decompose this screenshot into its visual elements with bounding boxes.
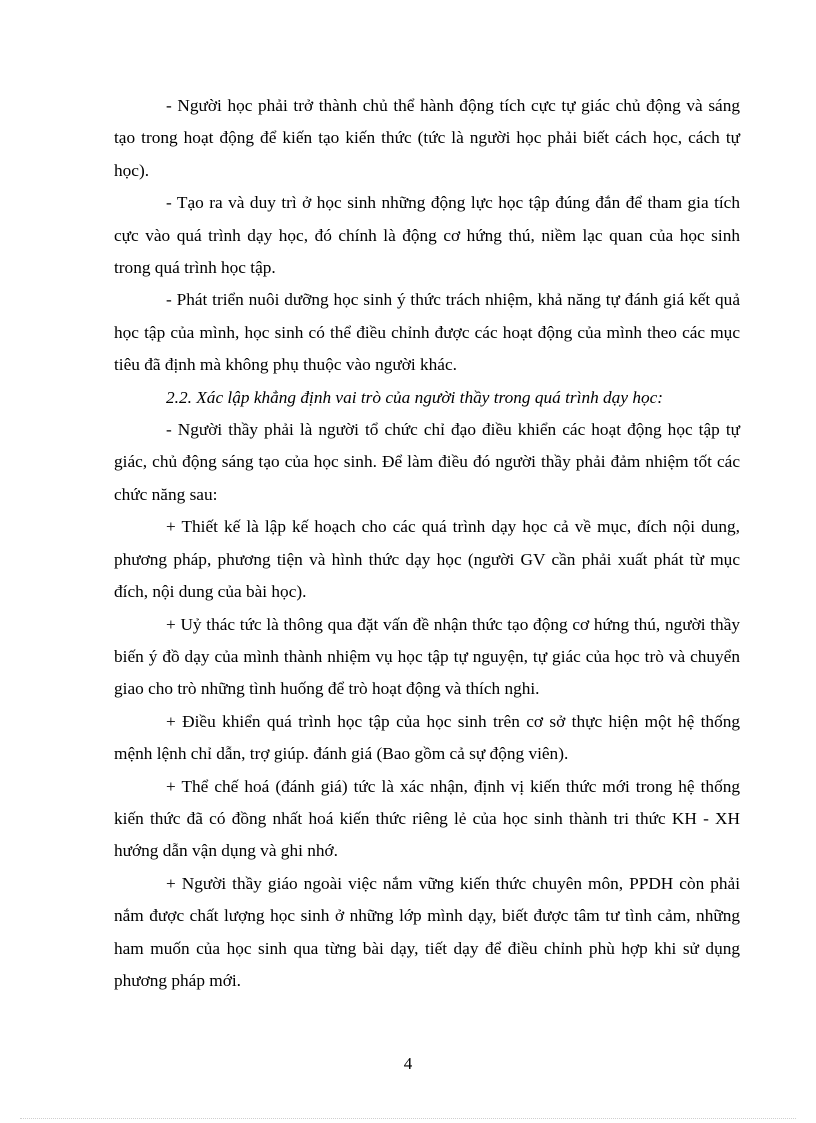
body-text (114, 90, 740, 997)
paragraph-teacher-organizer: - Người thầy phải là người tổ chức chỉ đạo điều khiển các hoạt động học tập tự giác, chủ động sáng tạo của học sinh. Để làm điều đó người thầy phải đảm nhiệm tốt các chức năng sau: (114, 420, 740, 504)
paragraph-control: + Điều khiển quá trình học tập của học sinh trên cơ sở thực hiện một hệ thống mệnh lệnh chỉ dẫn, trợ giúp. đánh giá (Bao gồm cả sự động viên). (114, 711, 740, 764)
section-heading-teacher-role: 2.2. Xác lập khẳng định vai trò của người thầy trong quá trình dạy học: (166, 387, 664, 407)
paragraph-teacher-knowledge: + Người thầy giáo ngoài việc nắm vững kiến thức chuyên môn, PPDH còn phải nắm được chất lượng học sinh ở những lớp mình dạy, biết được tâm tư tình cảm, những ham muốn của học sinh qua từng bài dạy, tiết dạy để điều chỉnh phù hợp khi sử dụng phương pháp mới. (114, 873, 740, 990)
paragraph-self-assessment: - Phát triển nuôi dưỡng học sinh ý thức trách nhiệm, khả năng tự đánh giá kết quả học tập của mình, học sinh có thể điều chỉnh được các hoạt động của mình theo các mục tiêu đã định mà không phụ thuộc vào người khác. (114, 290, 740, 375)
paragraph-institutionalization: + Thể chế hoá (đánh giá) tức là xác nhận, định vị kiến thức mới trong hệ thống kiến thức đã có đồng nhất hoá kiến thức riêng lẻ của học sinh thành tri thức KH - XH hướng dẫn vận dụng và ghi nhớ. (114, 776, 740, 861)
paragraph-learning-motivation: - Tạo ra và duy trì ở học sinh những động lực học tập đúng đắn để tham gia tích cực vào quá trình dạy học, đó chính là động cơ hứng thú, niềm lạc quan của học sinh trong quá trình học tập. (114, 193, 740, 278)
footer-divider (20, 1118, 796, 1119)
paragraph-entrustment: + Uỷ thác tức là thông qua đặt vấn đề nhận thức tạo động cơ hứng thú, người thầy biến ý đồ dạy của mình thành nhiệm vụ học tập tự nguyện, tự giác của học trò và chuyển giao cho trò những tình huống để trò hoạt động và thích nghi. (114, 614, 740, 699)
paragraph-design-planning: + Thiết kế là lập kế hoạch cho các quá trình dạy học cả về mục, đích nội dung, phương pháp, phương tiện và hình thức dạy học (người GV cần phải xuất phát từ mục đích, nội dung của bài học). (114, 517, 740, 602)
page-number: 4 (403, 1054, 413, 1073)
paragraph-learner-active-subject: - Người học phải trở thành chủ thể hành động tích cực tự giác chủ động và sáng tạo trong hoạt động để kiến tạo kiến thức (tức là người học phải biết cách học, cách tự học). (114, 96, 740, 180)
